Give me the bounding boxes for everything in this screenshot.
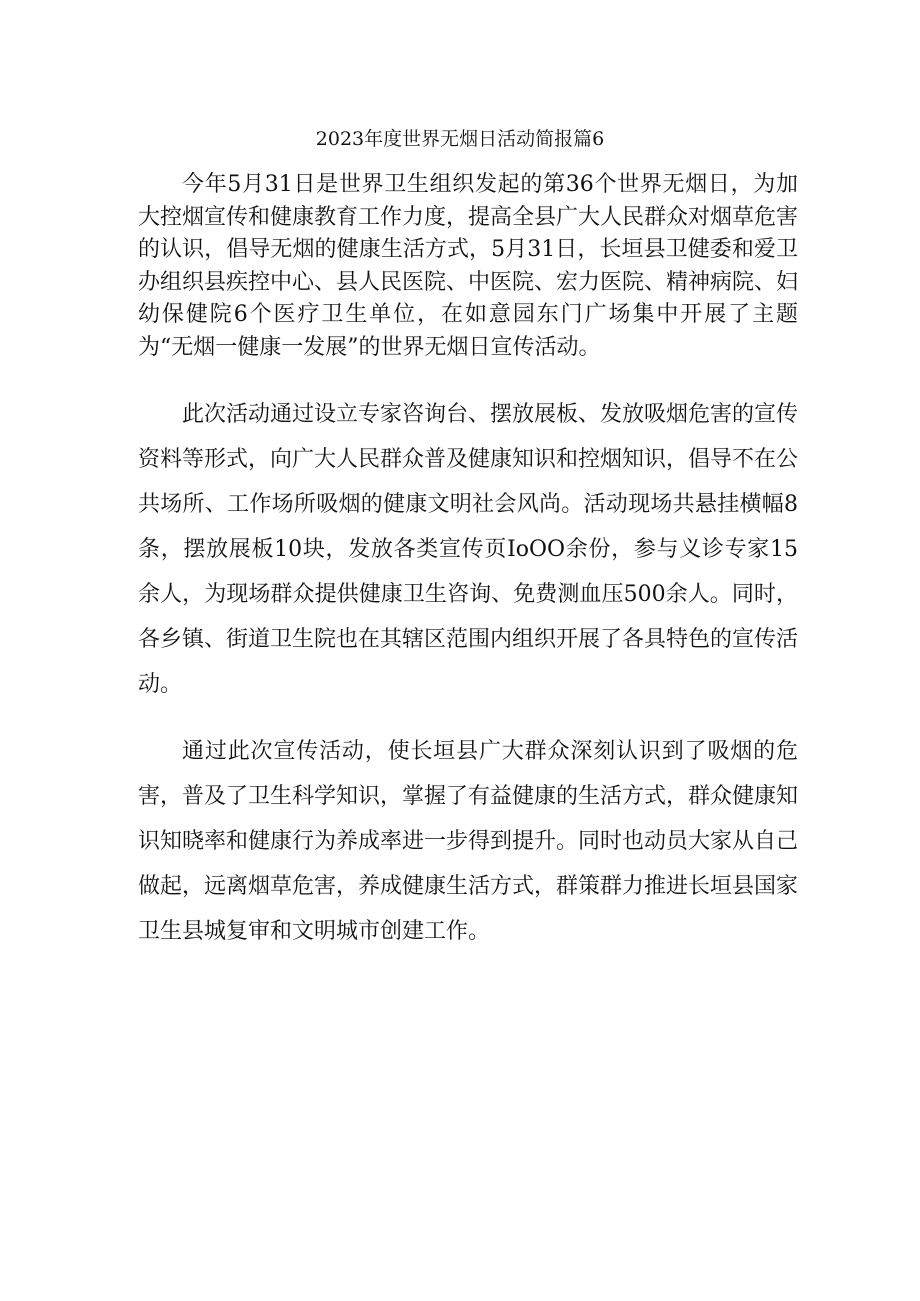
paragraph-3: 通过此次宣传活动，使长垣县广大群众深刻认识到了吸烟的危害，普及了卫生科学知识，掌握了有益健康的生活方式，群众健康知识知晓率和健康行为养成率进一步得到提升。同时也动员大家从自己做起，远离烟草危害，养成健康生活方式，群策群力推进长垣县国家卫生县城复审和文明城市创建工作。 bbox=[138, 739, 799, 944]
paragraph-2: 此次活动通过设立专家咨询台、摆放展板、发放吸烟危害的宣传资料等形式，向广大人民群众普及健康知识和控烟知识，倡导不在公共场所、工作场所吸烟的健康文明社会风尚。活动现场共悬挂横幅8条，摆放展板10块，发放各类宣传页IoOO余份，参与义诊专家15余人，为现场群众提供健康卫生咨询、免费测血压500余人。同时，各乡镇、街道卫生院也在其辖区范围内组织开展了各具特色的宣传活动。 bbox=[138, 402, 799, 697]
document-title: 2023年度世界无烟日活动简报篇6 bbox=[315, 128, 605, 150]
paragraph-1: 今年5月31日是世界卫生组织发起的第36个世界无烟日，为加大控烟宣传和健康教育工作力度，提高全县广大人民群众对烟草危害的认识，倡导无烟的健康生活方式，5月31日，长垣县卫健委和爱卫办组织县疾控中心、县人民医院、中医院、宏力医院、精神病院、妇幼保健院6个医疗卫生单位，在如意园东门广场集中开展了主题为“无烟一健康一发展”的世界无烟日宣传活动。 bbox=[138, 172, 799, 360]
